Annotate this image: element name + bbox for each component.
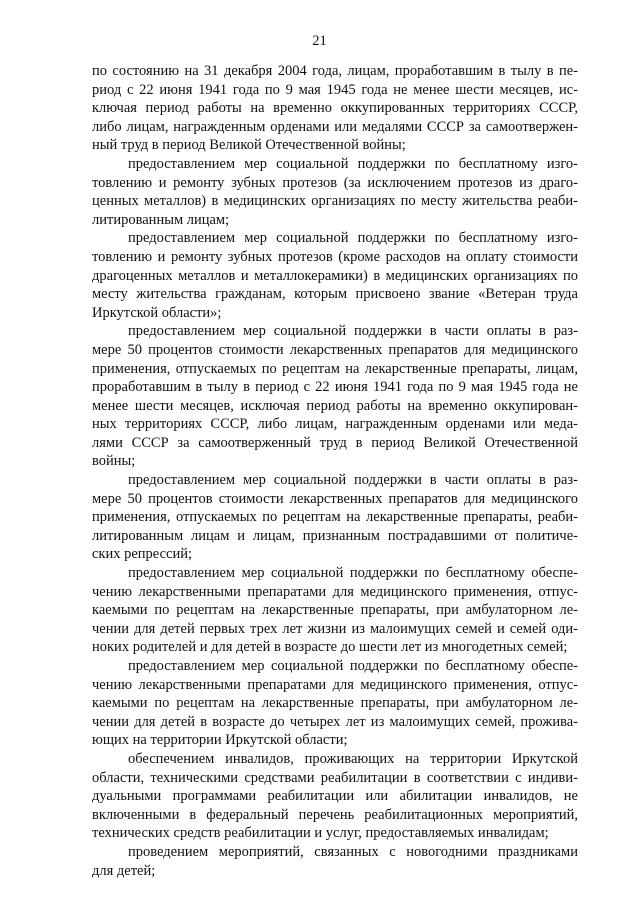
text-line: по состоянию на 31 декабря 2004 года, лицам, проработавшим в тылу в пе- [92, 63, 578, 79]
text-line: чению лекарственными препаратами для медицинского применения, отпус- [92, 583, 578, 600]
document-body [92, 62, 578, 880]
text-line: предоставлением мер социальной поддержки по бесплатному изго- [128, 155, 578, 172]
paragraph [92, 322, 578, 471]
text-line: проработавшим в тылу в период с 22 июня 1941 года по 9 мая 1945 года не [92, 379, 578, 396]
text-line: дуальными программами реабилитации или абилитации инвалидов, не [92, 788, 578, 805]
text-line: каемыми по рецептам на лекарственные препараты, при амбулаторном ле- [92, 602, 578, 619]
text-line: либо лицам, награжденным орденами или медалями СССР за самоотвержен- [92, 118, 578, 135]
paragraph [92, 229, 578, 322]
text-line: менее шести месяцев, исключая период работы на временно оккупирован- [92, 397, 578, 414]
text-line: Иркутской области»; [92, 304, 222, 321]
text-line: товлению и ремонту зубных протезов (за исключением протезов из драго- [92, 174, 578, 191]
paragraph [92, 471, 578, 564]
text-line: применения, отпускаемых по рецептам на лекарственные препараты, лицам, [92, 360, 578, 377]
text-line: для детей; [92, 862, 156, 879]
paragraph [92, 843, 578, 880]
text-line: мере 50 процентов стоимости лекарственных препаратов для медицинского [92, 490, 578, 507]
text-line: ключая период работы на временно оккупированных территориях СССР, [92, 100, 578, 117]
text-line: предоставлением мер социальной поддержки по бесплатному изго- [128, 230, 578, 247]
text-line: предоставлением мер социальной поддержки в части оплаты в раз- [128, 323, 578, 340]
text-line: чению лекарственными препаратами для медицинского применения, отпус- [92, 676, 578, 693]
text-line: чении для детей в возрасте до четырех лет из малоимущих семей, прожива- [92, 713, 578, 730]
text-line: мере 50 процентов стоимости лекарственных препаратов для медицинского [92, 341, 578, 358]
text-line: лями СССР за самоотверженный труд в период Великой Отечественной [92, 434, 578, 451]
paragraph [92, 564, 578, 657]
text-line: товлению и ремонту зубных протезов (кроме расходов на оплату стоимости [92, 248, 578, 265]
text-line: ных территориях СССР, либо лицам, награжденным орденами или меда- [92, 416, 578, 433]
text-line: риод с 22 июня 1941 года по 9 мая 1945 года не менее шести месяцев, ис- [92, 81, 578, 98]
text-line: ноких родителей и для детей в возрасте до шести лет из многодетных семей; [92, 639, 568, 656]
paragraph [92, 155, 578, 229]
text-line: ценных металлов) в медицинских организациях по месту жительства реаби- [92, 193, 578, 210]
text-line: предоставлением мер социальной поддержки в части оплаты в раз- [128, 472, 578, 489]
paragraph [92, 62, 578, 155]
text-line: предоставлением мер социальной поддержки по бесплатному обеспе- [128, 565, 578, 582]
text-line: войны; [92, 453, 136, 470]
text-line: предоставлением мер социальной поддержки по бесплатному обеспе- [128, 658, 578, 674]
paragraph [92, 750, 578, 843]
text-line: области, техническими средствами реабилитации в соответствии с индиви- [92, 769, 578, 786]
text-line: каемыми по рецептам на лекарственные препараты, при амбулаторном ле- [92, 695, 578, 712]
text-line: ских репрессий; [92, 546, 193, 563]
page-number: 21 [312, 33, 327, 49]
text-line: проведением мероприятий, связанных с новогодними праздниками [128, 843, 578, 860]
text-line: применения, отпускаемых по рецептам на лекарственные препараты, реаби- [92, 509, 578, 526]
text-line: ющих на территории Иркутской области; [92, 732, 348, 749]
text-line: драгоценных металлов и металлокерамики) в медицинских организациях по [92, 267, 578, 284]
text-line: ный труд в период Великой Отечественной войны; [92, 137, 406, 154]
text-line: включенными в федеральный перечень реабилитационных мероприятий, [92, 806, 578, 823]
text-line: литированным лицам и лицам, признанным пострадавшими от политиче- [92, 527, 578, 544]
text-line: чении для детей первых трех лет жизни из малоимущих семей и семей оди- [92, 620, 578, 637]
text-line: технических средств реабилитации и услуг, предоставляемых инвалидам; [92, 825, 549, 842]
paragraph [92, 657, 578, 750]
text-line: обеспечением инвалидов, проживающих на территории Иркутской [128, 750, 578, 767]
text-line: месту жительства гражданам, которым присвоено звание «Ветеран труда [92, 286, 578, 303]
text-line: литированным лицам; [92, 211, 230, 228]
